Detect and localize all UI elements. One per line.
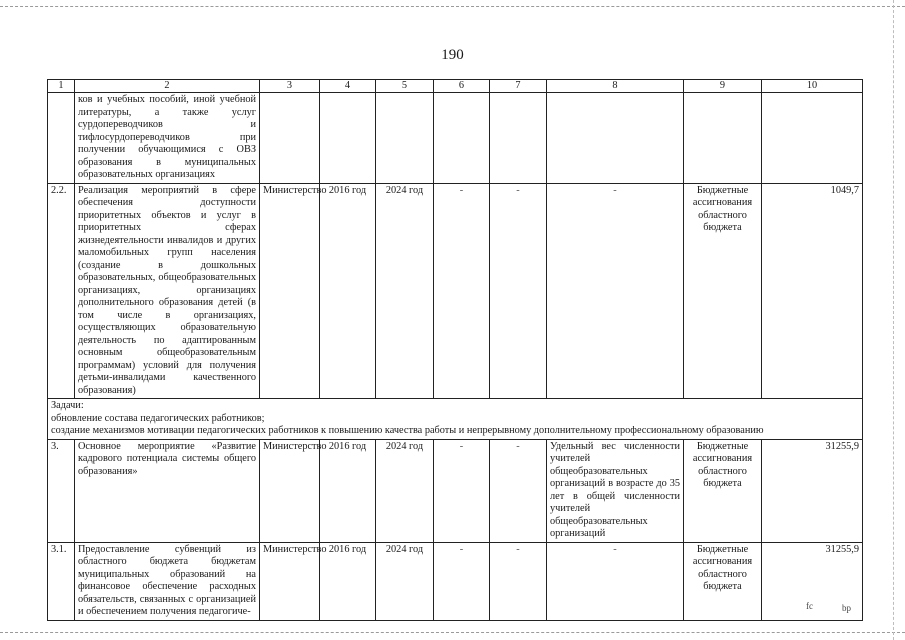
col-6-value: - xyxy=(434,542,490,620)
table-row-2-2 xyxy=(48,183,863,399)
indicator: - xyxy=(547,542,684,620)
executor: Министерство xyxy=(260,183,320,399)
tasks-block xyxy=(48,399,863,440)
funding-source: Бюджетные ассигнования областного бюджета xyxy=(684,542,762,620)
funding-source: Бюджетные ассигнования областного бюджета xyxy=(684,439,762,542)
task-item: обновление состава педагогических работников; xyxy=(51,412,265,424)
col-7-value: - xyxy=(490,439,547,542)
measure-name: Реализация мероприятий в сфере обеспечения доступности приоритетных объектов и услуг в приоритетных сферах жизнедеятельности инвалидов и других маломобильных групп населения (создание в дошкольных образовательных, общеобразовательных организациях, организациях дополнительного образования детей (в том числе в организациях, осуществляющих образовательную деятельность по адаптированным основным общеобразовательным программам) условий для получения детьми-инвалидами качественного образования) xyxy=(75,183,260,399)
col-header: 8 xyxy=(547,80,684,93)
funding-source: Бюджетные ассигнования областного бюджета xyxy=(684,183,762,399)
start-year: 2016 год xyxy=(320,183,376,399)
task-item: создание механизмов мотивации педагогических работников к повышению качества работы и непрерывному дополнительному профессиональному образованию xyxy=(51,425,764,436)
tasks-row xyxy=(48,399,863,440)
tasks-label: Задачи: xyxy=(51,400,84,411)
scan-speck: fc xyxy=(806,601,813,611)
measure-name: Основное мероприятие «Развитие кадрового потенциала системы общего образования» xyxy=(75,439,260,542)
scan-speck: bp xyxy=(842,603,851,613)
program-measures-table xyxy=(47,79,863,621)
col-header: 9 xyxy=(684,80,762,93)
end-year: 2024 год xyxy=(376,542,434,620)
col-header: 3 xyxy=(260,80,320,93)
table-row-3-1 xyxy=(48,542,863,620)
executor: Министерство xyxy=(260,542,320,620)
end-year: 2024 год xyxy=(376,439,434,542)
start-year: 2016 год xyxy=(320,439,376,542)
col-header: 2 xyxy=(75,80,260,93)
column-numbers-row xyxy=(48,80,863,93)
indicator: - xyxy=(547,183,684,399)
col-header: 10 xyxy=(762,80,863,93)
col-header: 7 xyxy=(490,80,547,93)
start-year: 2016 год xyxy=(320,542,376,620)
scan-edge-right xyxy=(893,0,894,640)
col-header: 6 xyxy=(434,80,490,93)
funding-amount: 31255,9 xyxy=(762,439,863,542)
executor: Министерство xyxy=(260,439,320,542)
row-number: 2.2. xyxy=(48,183,75,399)
col-header: 5 xyxy=(376,80,434,93)
col-7-value: - xyxy=(490,183,547,399)
page-number: 190 xyxy=(441,47,464,63)
table-row-3 xyxy=(48,439,863,542)
col-6-value: - xyxy=(434,183,490,399)
indicator: Удельный вес численности учителей общеобразовательных организаций в возрасте до 35 лет в общей численности учителей общеобразовательных организаций xyxy=(547,439,684,542)
row-number: 3. xyxy=(48,439,75,542)
measure-name: Предоставление субвенций из областного бюджета бюджетам муниципальных образований на финансовое обеспечение расходных обязательств, связанных с организацией и обеспечением получения педагогиче- xyxy=(75,542,260,620)
table-row-continued xyxy=(48,93,863,184)
col-header: 4 xyxy=(320,80,376,93)
row-number xyxy=(48,93,75,184)
end-year: 2024 год xyxy=(376,183,434,399)
funding-amount: 1049,7 xyxy=(762,183,863,399)
scan-edge-top xyxy=(0,6,905,7)
funding-amount: 31255,9 xyxy=(762,542,863,620)
col-6-value: - xyxy=(434,439,490,542)
col-header: 1 xyxy=(48,80,75,93)
scan-edge-bottom xyxy=(0,632,905,633)
row-number: 3.1. xyxy=(48,542,75,620)
measure-name: ков и учебных пособий, иной учебной литературы, а также услуг сурдопереводчиков и тифлосурдопереводчиков при получении обучающимися с ОВЗ образования в муниципальных образовательных организациях xyxy=(75,93,260,184)
col-7-value: - xyxy=(490,542,547,620)
